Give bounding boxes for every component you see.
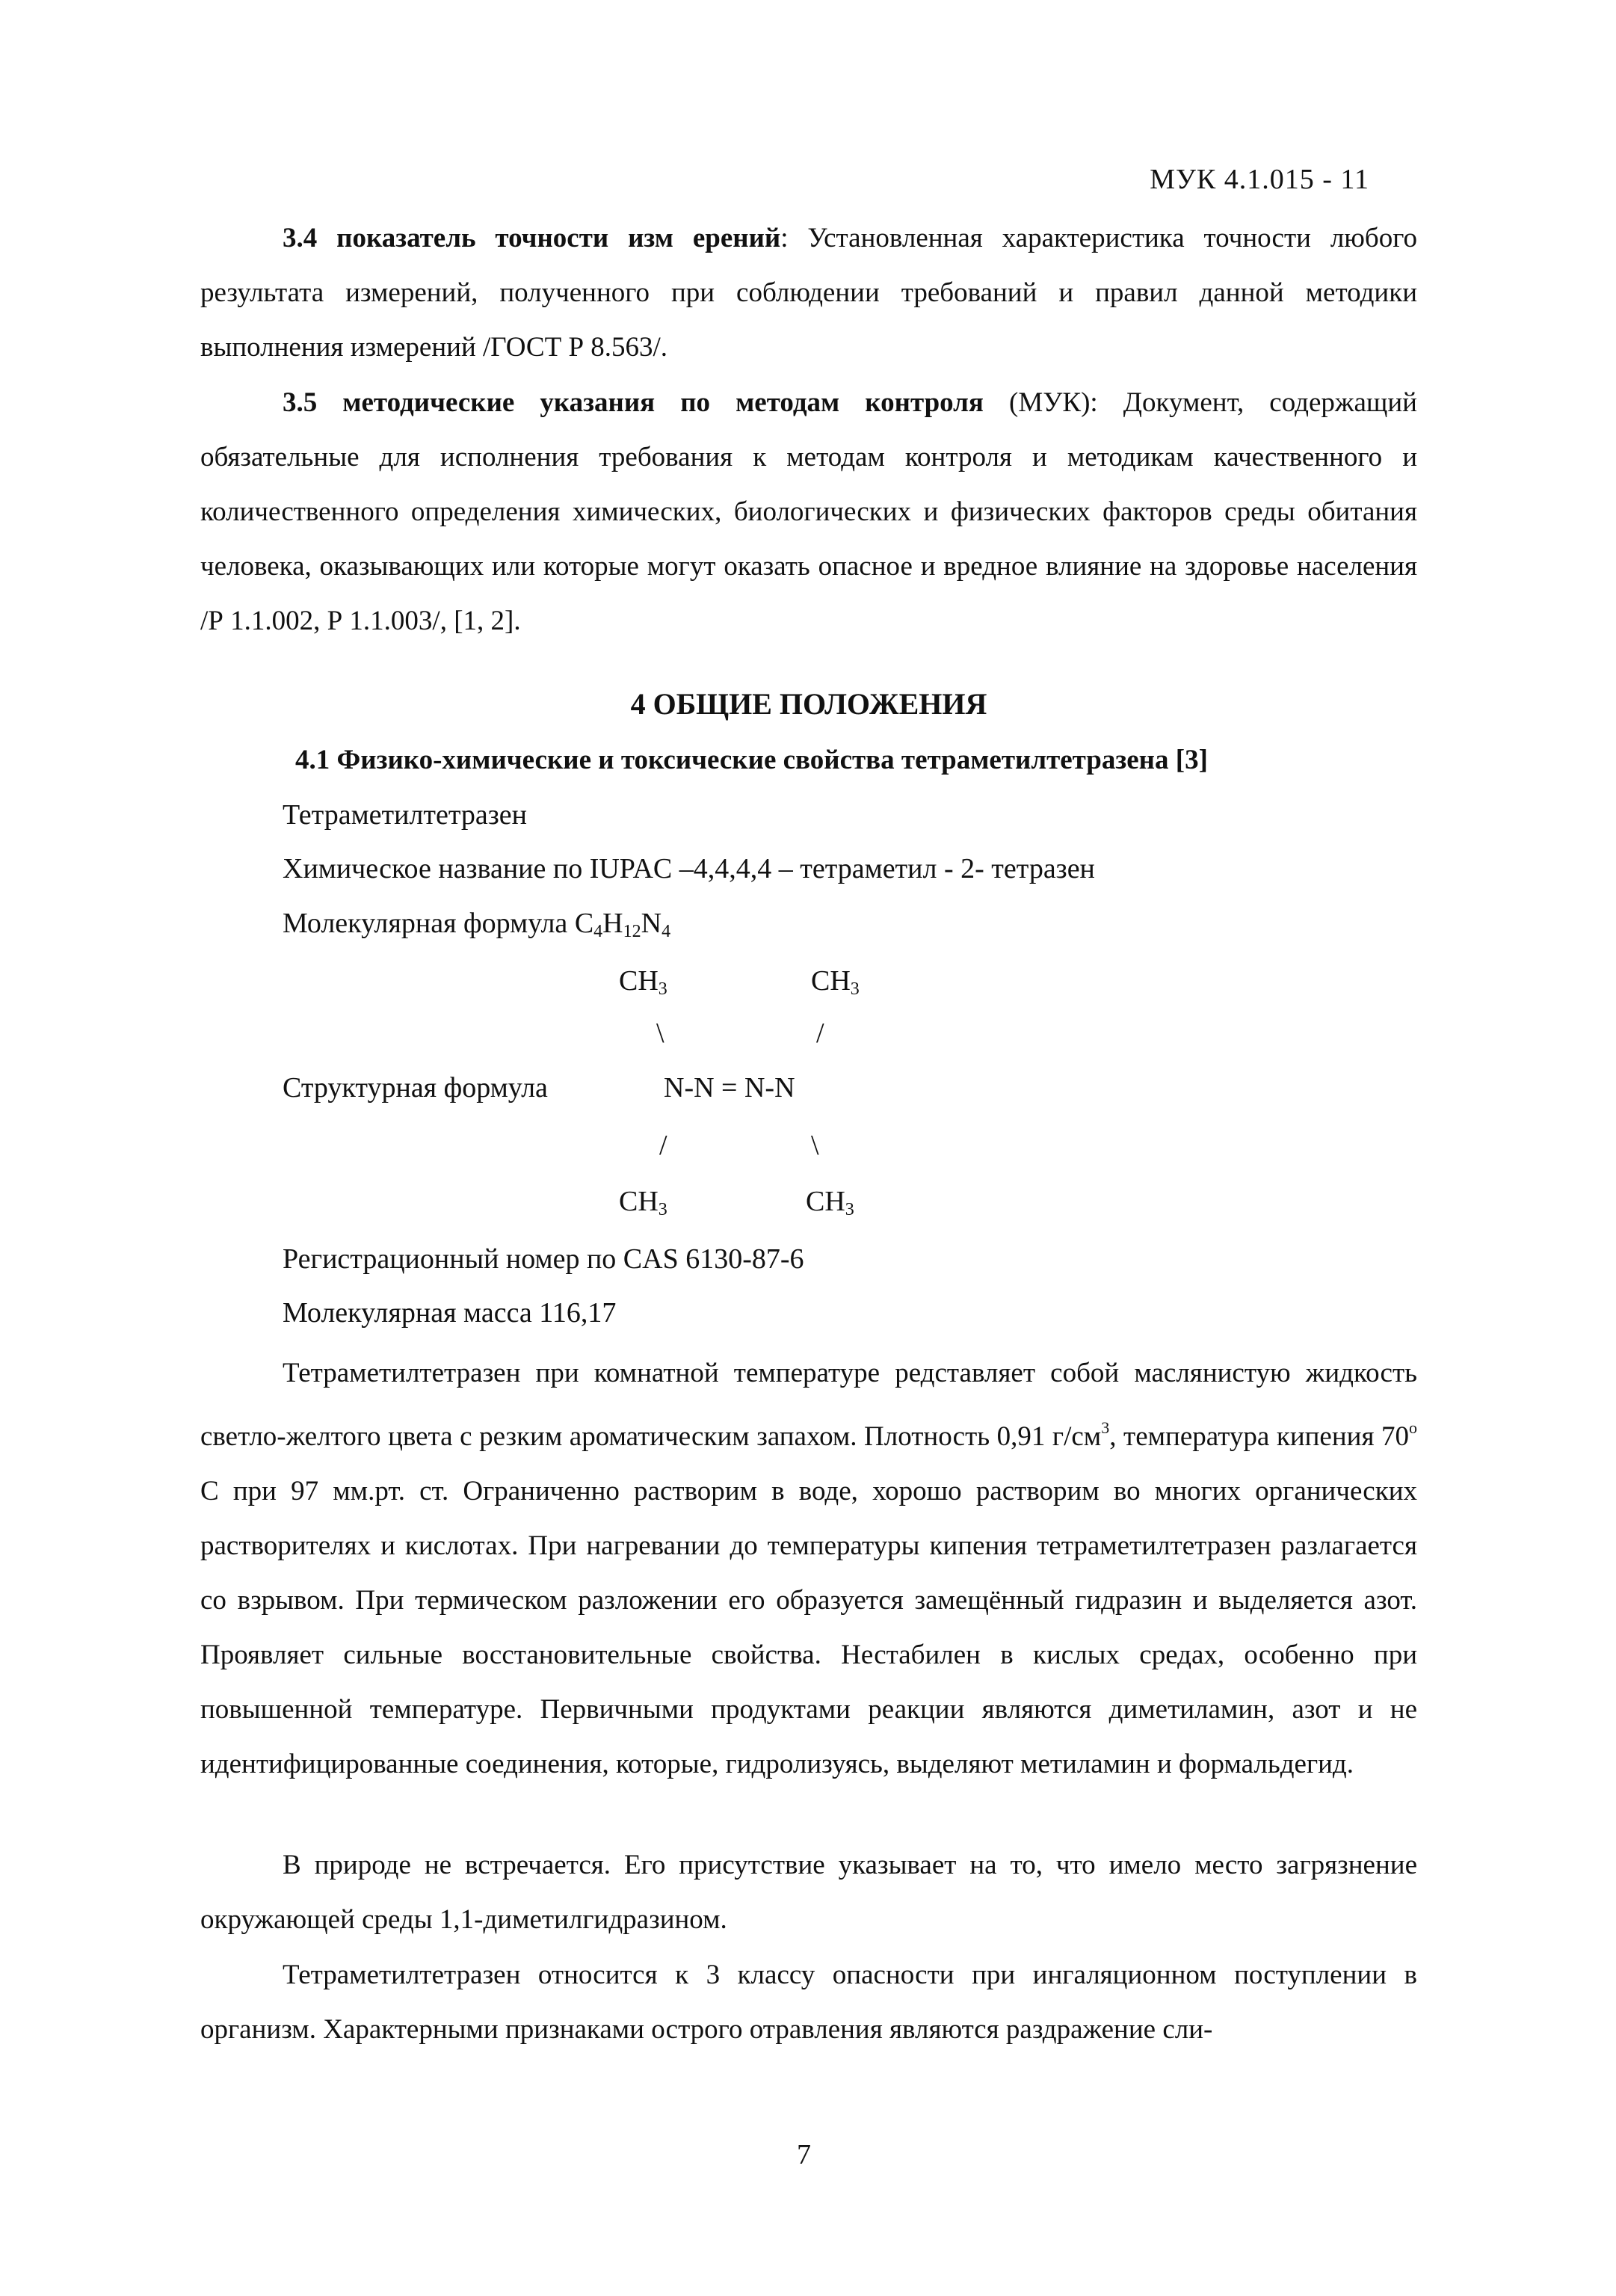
molecular-formula [283,907,670,942]
substance-name: Тетраметилтетразен [283,799,528,831]
definition-text: : Установленная характеристика точности любого результата измерений, полученного при соблюдении требований и правил данной методики выполнения измерений /ГОСТ Р 8.563/. [200,223,1418,363]
nitrogen-chain: N-N = N-N [664,1072,795,1104]
methyl-group-top-right: $CH_3$ [811,965,860,999]
methyl-group-top-left: $CH_3$ [619,965,667,999]
methyl-group-bottom-right: $CH_3$ [806,1186,854,1219]
bond-top-right: / [816,1018,824,1049]
bond-bottom-right: \ [811,1130,819,1161]
paragraph-toxicity: Тетраметилтетразен относится к 3 классу опасности при ингаляционном поступлении в организм. Характерными признаками острого отравления являются раздражение сли- [200,1960,1417,2045]
molecular-formula-value: $C_4H_{12}N_4$ [574,908,671,941]
bond-bottom-left: / [659,1130,667,1161]
structural-formula-label: Структурная формула [283,1072,548,1104]
page-number: 7 [797,2139,811,2170]
methyl-group-bottom-left: $CH_3$ [619,1186,667,1219]
definition-term: 3.5 методические указания по методам контроля [283,387,984,418]
iupac-name: Химическое название по IUPAC –4,4,4,4 – тетраметил - 2- тетразен [283,853,1095,884]
cas-number: Регистрационный номер по CAS 6130-87-6 [283,1243,804,1275]
paragraph-properties: Тетраметилтетразен при комнатной температуре редставляет собой маслянистую жидкость светло-желтого цвета с резким ароматическим запахом. Плотность 0,91 $г/см^3$, температура кипения 70$^o$ С при 97 мм.рт. ст. Ограниченно растворим в воде, хорошо растворим во многих органических растворителях и кислотах. При нагревании до температуры кипения тетраметилтетразен разлагается со взрывом. При термическом разложении его образуется замещённый гидразин и выделяется азот. Проявляет сильные восстановительные свойства. Нестабилен в кислых средах, особенно при повышенной температуре. Первичными продуктами реакции являются диметиламин, азот и не идентифицированные соединения, которые, гидролизуясь, выделяют метиламин и формальдегид. [200,1358,1418,1779]
section-heading: 4 ОБЩИЕ ПОЛОЖЕНИЯ [630,687,987,721]
definition-3-5 [200,375,1417,648]
paragraph-occurrence: В природе не встречается. Его присутствие указывает на то, что имело место загрязнение окружающей среды 1,1-диметилгидразином. [200,1850,1417,1935]
subsection-heading: 4.1 Физико-химические и токсические свойства тетраметилтетразена [3] [295,745,1208,775]
molecular-mass: Молекулярная масса 116,17 [283,1297,617,1329]
definition-term: 3.4 показатель точности изм ерений [283,223,781,253]
definition-text: (МУК): Документ, содержащий обязательные для исполнения требования к методам контроля и методикам качественного и количественного определения химических, биологических и физических факторов среды обитания человека, оказывающих или которые могут оказать опасное и вредное влияние на здоровье населения /Р 1.1.002, Р 1.1.003/, [1, 2]. [200,387,1417,636]
definition-3-4 [200,211,1417,375]
document-code: МУК 4.1.015 - 11 [1150,164,1369,195]
bond-top-left: \ [656,1018,664,1049]
molecular-formula-label: Молекулярная формула [283,908,568,939]
